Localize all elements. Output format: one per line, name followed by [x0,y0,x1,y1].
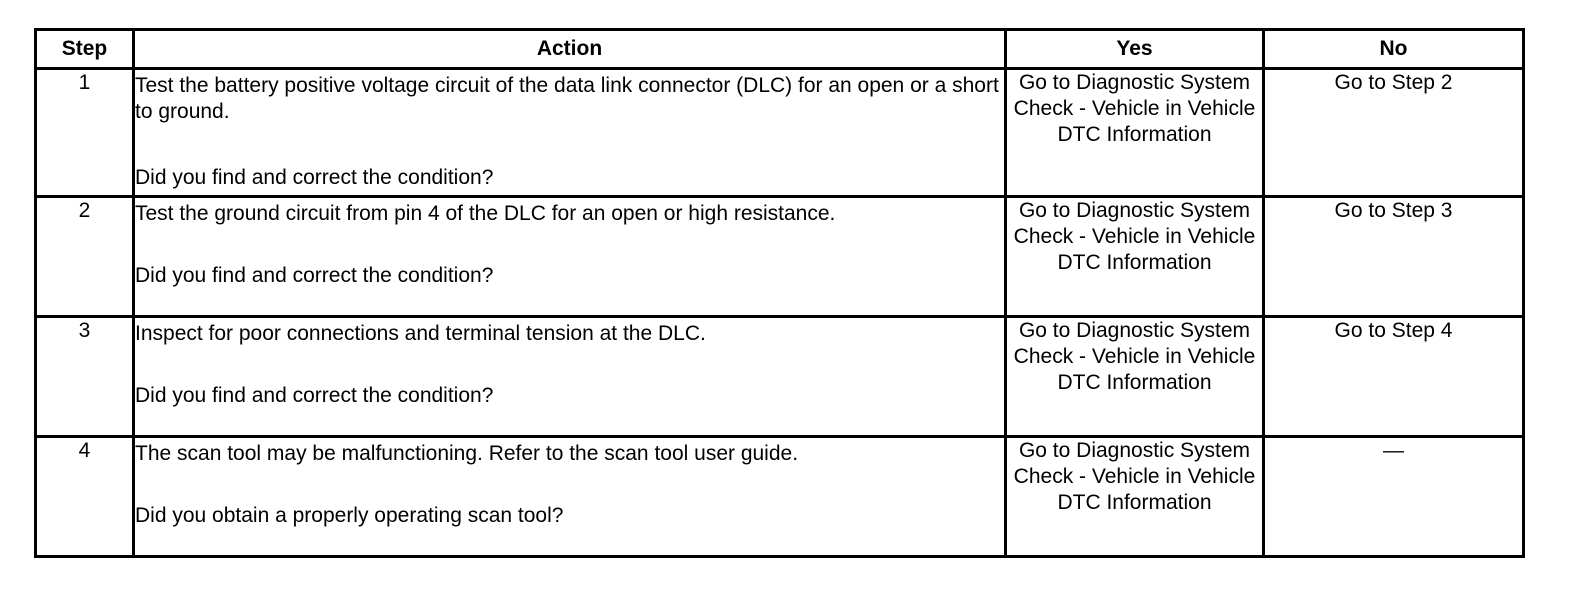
table-row [36,197,1524,317]
no-result: Go to Step 2 [1264,69,1524,197]
header-no: No [1264,30,1524,69]
action-cell [134,69,1006,197]
yes-result: Go to Diagnostic System Check - Vehicle in Vehicle DTC Information [1006,197,1264,317]
action-text: Inspect for poor connections and terminal tension at the DLC. [135,322,706,345]
action-text: Test the battery positive voltage circuit of the data link connector (DLC) for an open or a short to ground. [135,74,999,123]
header-action: Action [134,30,1006,69]
question-text: Did you find and correct the condition? [135,166,494,189]
table-row [36,437,1524,557]
yes-result: Go to Diagnostic System Check - Vehicle in Vehicle DTC Information [1006,69,1264,197]
action-cell [134,317,1006,437]
action-cell [134,197,1006,317]
step-number: 3 [36,317,134,437]
header-step: Step [36,30,134,69]
yes-result: Go to Diagnostic System Check - Vehicle in Vehicle DTC Information [1006,437,1264,557]
question-text: Did you find and correct the condition? [135,264,494,287]
table-row [36,317,1524,437]
action-cell [134,437,1006,557]
header-yes: Yes [1006,30,1264,69]
no-result: — [1264,437,1524,557]
no-result: Go to Step 3 [1264,197,1524,317]
diagnostic-table [34,28,1525,558]
question-text: Did you find and correct the condition? [135,384,494,407]
yes-result: Go to Diagnostic System Check - Vehicle in Vehicle DTC Information [1006,317,1264,437]
action-text: The scan tool may be malfunctioning. Refer to the scan tool user guide. [135,442,799,465]
step-number: 1 [36,69,134,197]
step-number: 2 [36,197,134,317]
question-text: Did you obtain a properly operating scan tool? [135,504,564,527]
table-row [36,69,1524,197]
step-number: 4 [36,437,134,557]
action-text: Test the ground circuit from pin 4 of the DLC for an open or high resistance. [135,202,836,225]
table-header-row [36,30,1524,69]
no-result: Go to Step 4 [1264,317,1524,437]
